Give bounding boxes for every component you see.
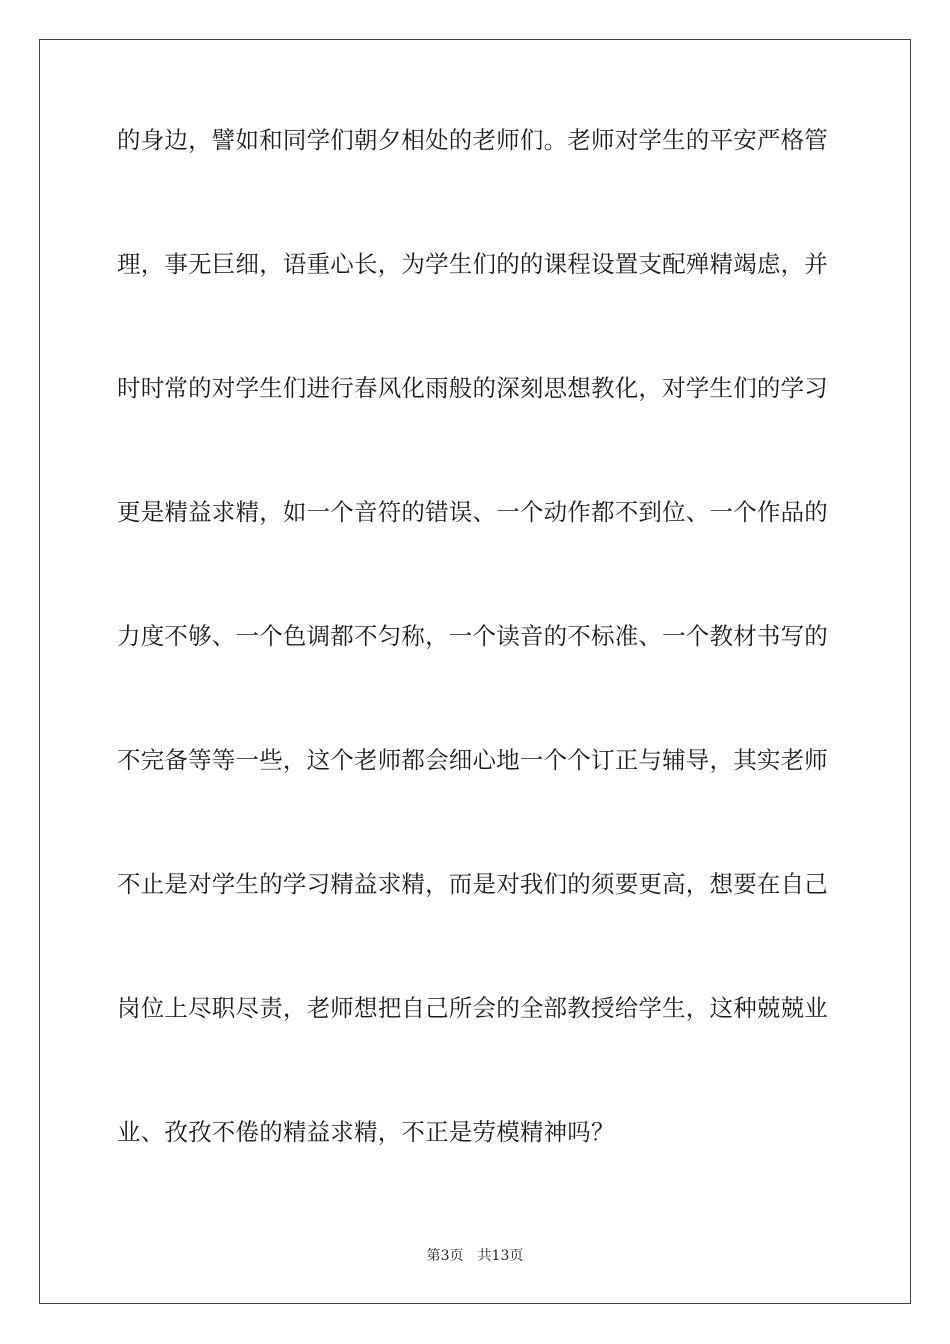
text-line: 岗位上尽职尽责，老师想把自己所会的全部教授给学生，这种兢兢业 — [117, 994, 828, 1022]
page-footer — [0, 1247, 950, 1265]
text-line: 力度不够、一个色调都不匀称，一个读音的不标准、一个教材书写的 — [117, 622, 828, 650]
document-body — [117, 126, 837, 1242]
text-line: 不止是对学生的学习精益求精，而是对我们的须要更高，想要在自己 — [117, 870, 828, 898]
text-line: 更是精益求精，如一个音符的错误、一个动作都不到位、一个作品的 — [117, 498, 828, 526]
page-total: 共13页 — [477, 1248, 524, 1264]
text-line: 业、孜孜不倦的精益求精，不正是劳模精神吗？ — [117, 1118, 615, 1146]
page-number: 第3页 — [426, 1248, 464, 1264]
text-line: 不完备等等一些，这个老师都会细心地一个个订正与辅导，其实老师 — [117, 746, 828, 774]
text-line: 时时常的对学生们进行春风化雨般的深刻思想教化，对学生们的学习 — [117, 374, 828, 402]
text-line: 的身边，譬如和同学们朝夕相处的老师们。老师对学生的平安严格管 — [117, 126, 828, 154]
text-line: 理，事无巨细，语重心长，为学生们的的课程设置支配殚精竭虑，并 — [117, 250, 828, 278]
